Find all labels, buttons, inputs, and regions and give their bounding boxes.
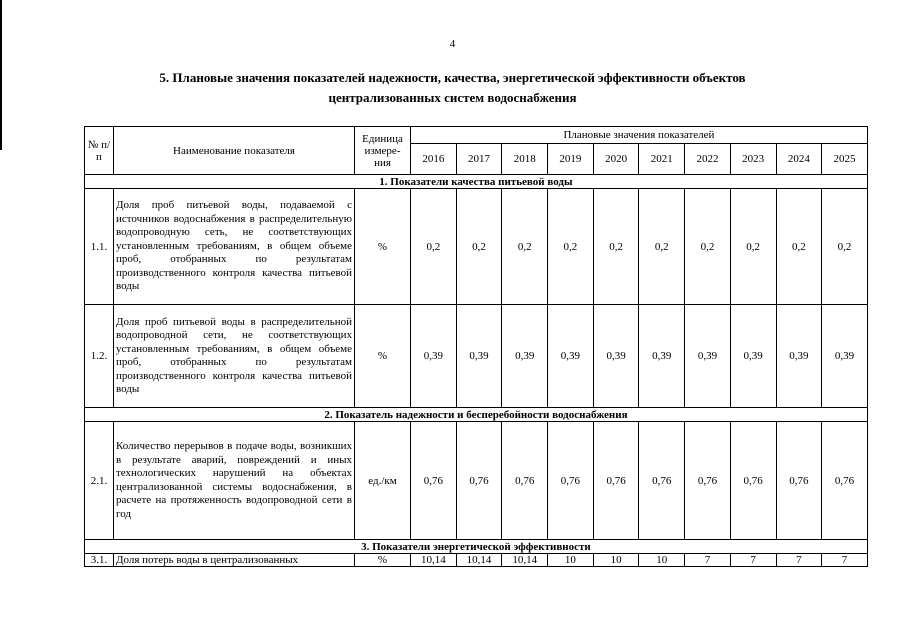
row-value: 0,76: [730, 422, 776, 540]
header-year: 2018: [502, 144, 548, 175]
header-plan-values: Плановые значения показателей: [411, 127, 868, 144]
row-value: 7: [776, 554, 822, 567]
row-value: 0,76: [776, 422, 822, 540]
row-value: 0,2: [502, 189, 548, 305]
row-value: 0,2: [730, 189, 776, 305]
row-value: 0,76: [502, 422, 548, 540]
table-row: [85, 189, 868, 305]
row-value: 0,39: [411, 305, 457, 408]
header-row-1: [85, 127, 868, 144]
row-indicator-name: Доля потерь воды в централизованных: [114, 554, 355, 567]
page-number: 4: [449, 38, 456, 50]
row-value: 10,14: [411, 554, 457, 567]
table-row: [85, 554, 868, 567]
header-year: 2024: [776, 144, 822, 175]
row-value: 0,39: [639, 305, 685, 408]
row-unit: %: [355, 554, 411, 567]
row-value: 0,39: [822, 305, 868, 408]
row-value: 0,2: [639, 189, 685, 305]
row-value: 7: [685, 554, 731, 567]
row-number: 1.2.: [85, 305, 114, 408]
row-value: 7: [730, 554, 776, 567]
row-value: 10,14: [456, 554, 502, 567]
row-value: 0,76: [456, 422, 502, 540]
document-title: [0, 68, 905, 108]
row-value: 0,76: [593, 422, 639, 540]
row-indicator-name: Доля проб питьевой воды в распределительной водопроводной сети, не соответствующих установленным требованиям, в общем объеме проб, отобранных по результатам производственного контроля качества питьевой воды: [114, 305, 355, 408]
row-value: 0,2: [593, 189, 639, 305]
table-header: [85, 127, 868, 175]
section-row: [85, 408, 868, 422]
header-year: 2020: [593, 144, 639, 175]
section-title: 2. Показатель надежности и бесперебойности водоснабжения: [85, 408, 868, 422]
table-body: [85, 175, 868, 567]
row-value: 0,39: [776, 305, 822, 408]
table-row: [85, 422, 868, 540]
row-value: 0,39: [730, 305, 776, 408]
row-unit: %: [355, 305, 411, 408]
section-row: [85, 175, 868, 189]
row-unit: %: [355, 189, 411, 305]
row-value: 0,76: [822, 422, 868, 540]
section-row: [85, 540, 868, 554]
title-line-1: 5. Плановые значения показателей надежности, качества, энергетической эффективности объектов: [159, 70, 746, 85]
row-value: 10: [548, 554, 594, 567]
row-value: 0,39: [548, 305, 594, 408]
header-year: 2019: [548, 144, 594, 175]
row-number: 2.1.: [85, 422, 114, 540]
header-year: 2017: [456, 144, 502, 175]
header-year: 2023: [730, 144, 776, 175]
row-value: 0,2: [411, 189, 457, 305]
row-value: 7: [822, 554, 868, 567]
row-indicator-name: Доля проб питьевой воды, подаваемой с источников водоснабжения в распределительную водопроводную сеть, не соответствующих установленным требованиям, в общем объеме проб, отобранных по результатам производственного контроля качества питьевой воды: [114, 189, 355, 305]
row-indicator-name: Количество перерывов в подаче воды, возникших в результате аварий, повреждений и иных технологических нарушений на объектах централизованной системы водоснабжения, в расчете на протяженность водопроводной сети в год: [114, 422, 355, 540]
header-year: 2022: [685, 144, 731, 175]
row-number: 1.1.: [85, 189, 114, 305]
section-title: 1. Показатели качества питьевой воды: [85, 175, 868, 189]
header-year: 2021: [639, 144, 685, 175]
row-value: 0,2: [685, 189, 731, 305]
row-value: 0,76: [411, 422, 457, 540]
row-value: 0,39: [593, 305, 639, 408]
row-value: 10: [593, 554, 639, 567]
header-year: 2025: [822, 144, 868, 175]
row-value: 0,2: [776, 189, 822, 305]
row-number: 3.1.: [85, 554, 114, 567]
row-value: 0,2: [456, 189, 502, 305]
header-year: 2016: [411, 144, 457, 175]
header-number: № п/п: [85, 127, 114, 175]
row-value: 10,14: [502, 554, 548, 567]
row-value: 0,76: [548, 422, 594, 540]
header-unit: Единица измере-ния: [355, 127, 411, 175]
section-title: 3. Показатели энергетической эффективности: [85, 540, 868, 554]
table-row: [85, 305, 868, 408]
row-value: 0,2: [548, 189, 594, 305]
title-line-2: централизованных систем водоснабжения: [328, 90, 577, 105]
row-value: 0,39: [502, 305, 548, 408]
row-value: 0,39: [456, 305, 502, 408]
indicators-table: [84, 126, 868, 567]
row-value: 0,39: [685, 305, 731, 408]
row-unit: ед./км: [355, 422, 411, 540]
row-value: 0,76: [685, 422, 731, 540]
row-value: 0,2: [822, 189, 868, 305]
row-value: 0,76: [639, 422, 685, 540]
header-indicator-name: Наименование показателя: [114, 127, 355, 175]
row-value: 10: [639, 554, 685, 567]
